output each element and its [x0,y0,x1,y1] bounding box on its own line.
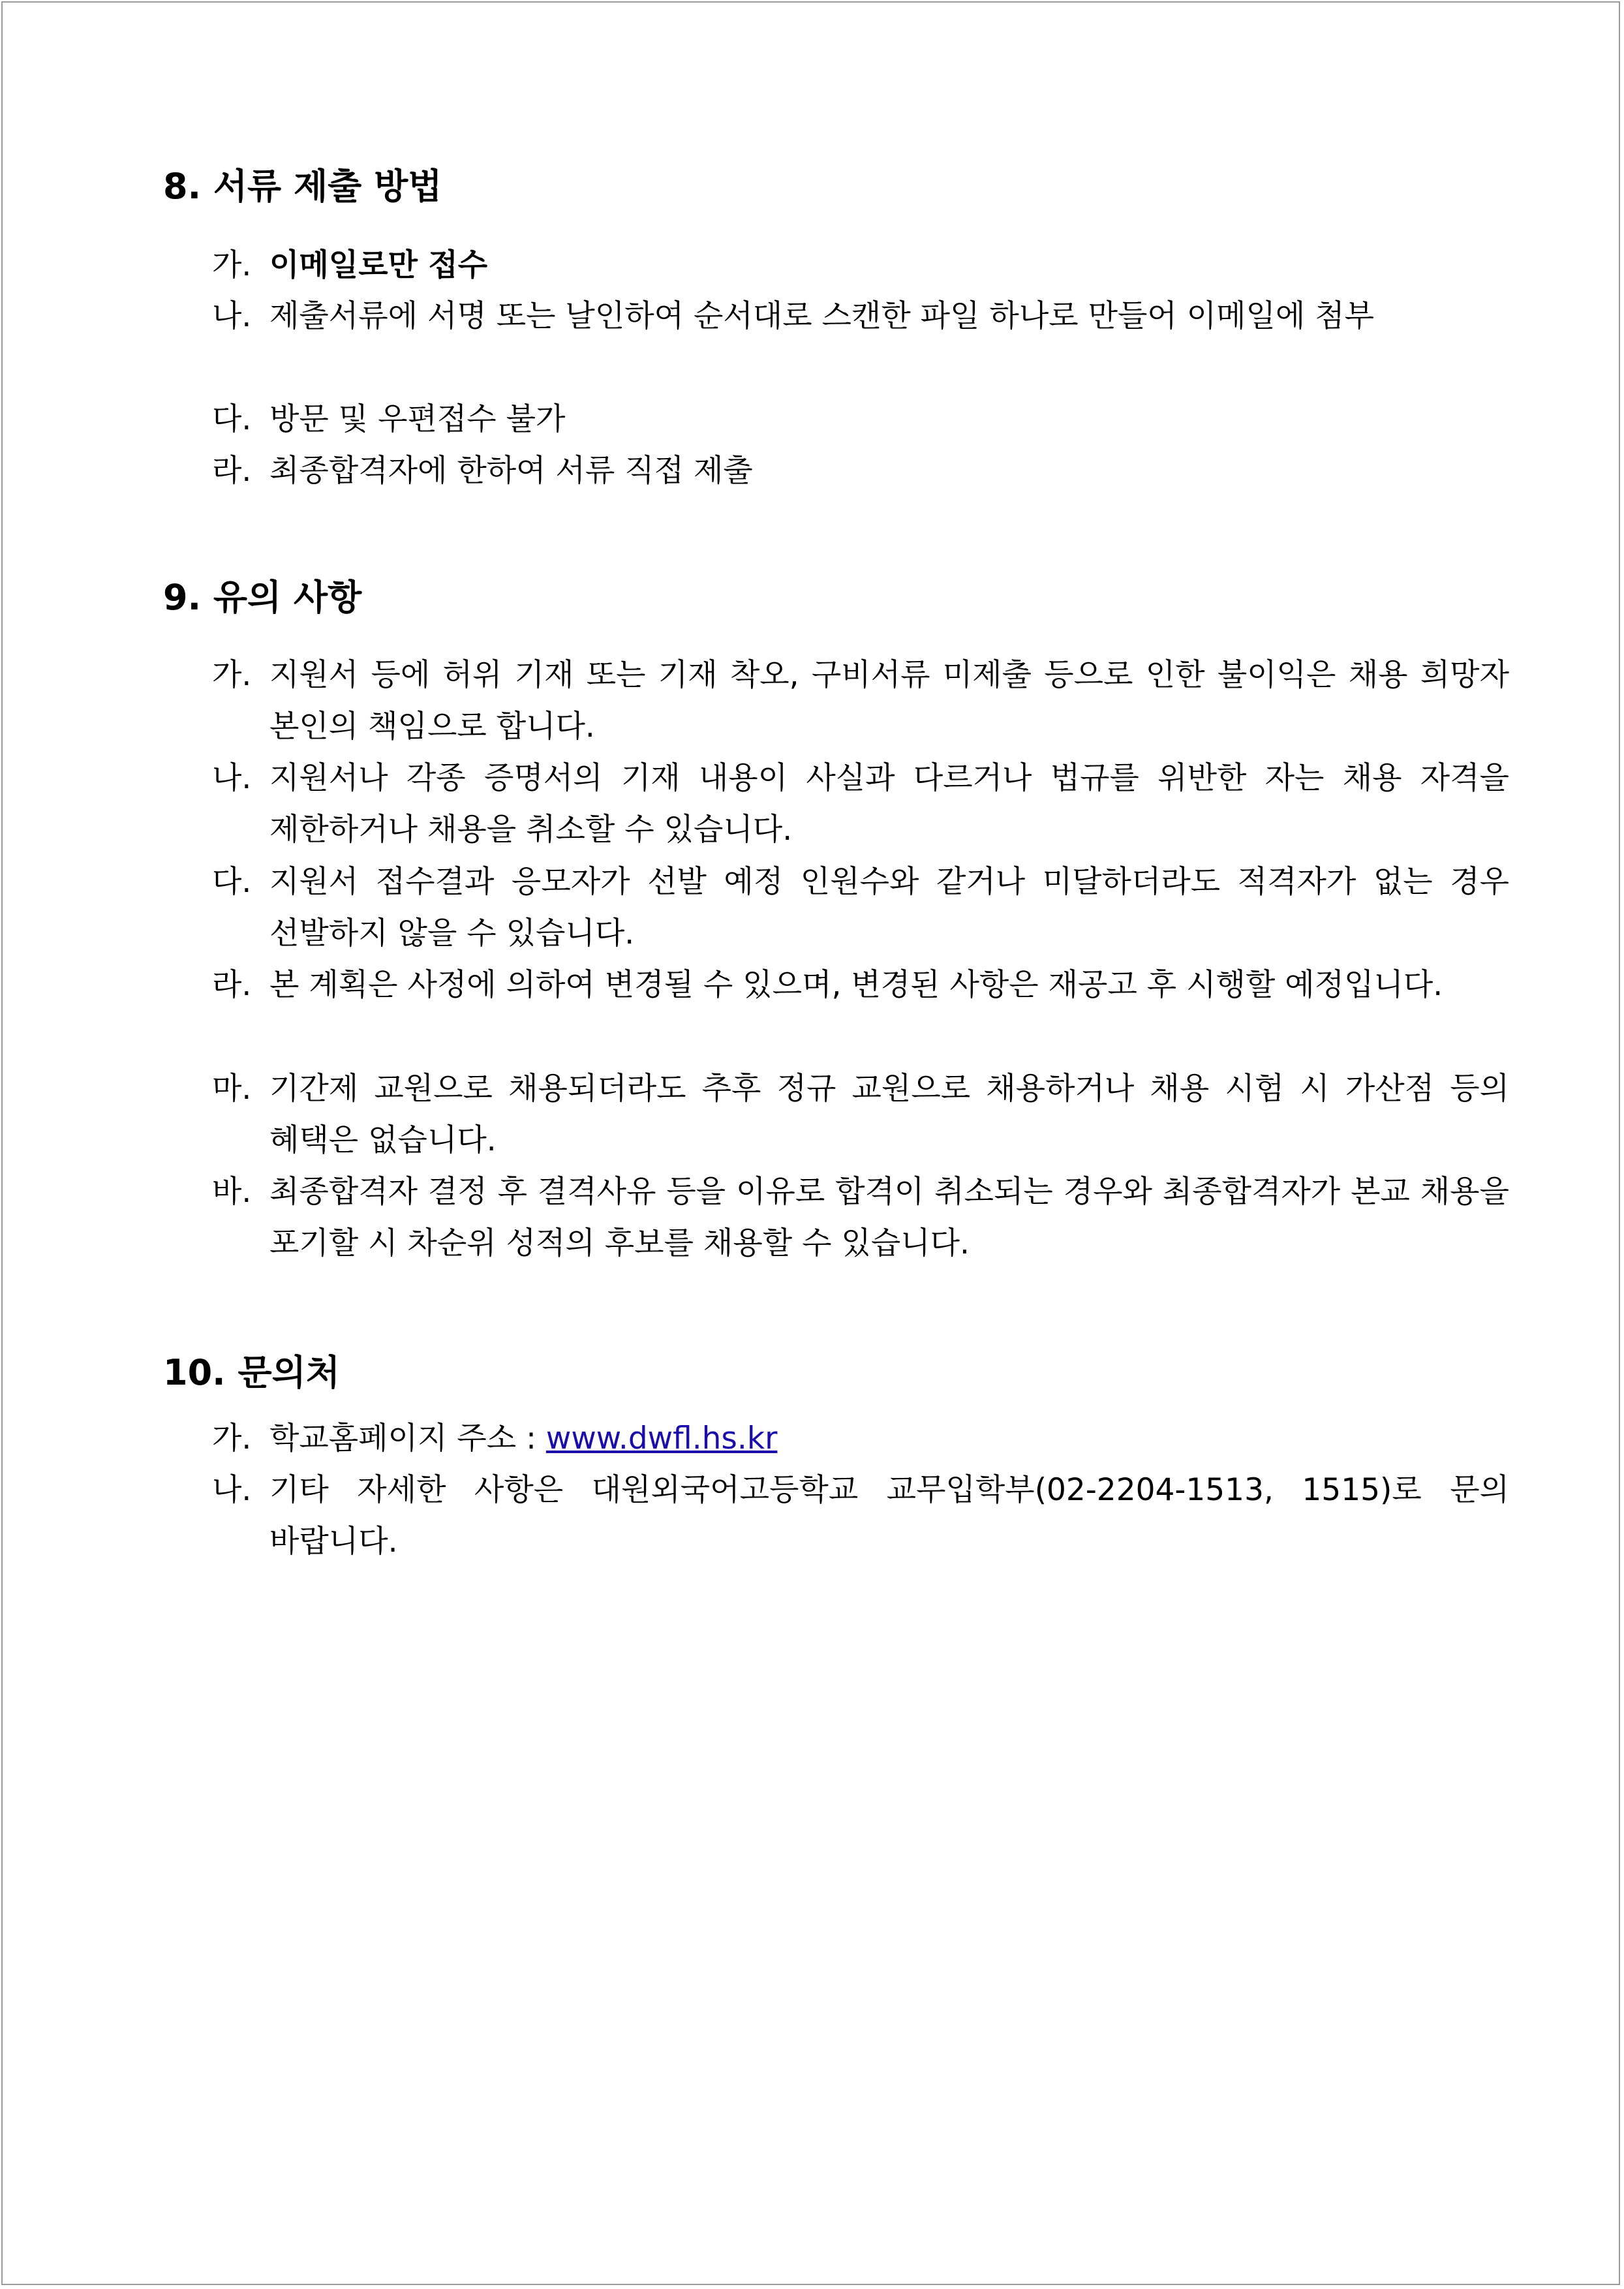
list-marker: 바. [212,1174,252,1210]
list-item [212,239,1509,291]
list-marker: 다. [212,864,252,900]
list-item-text: 지원서 접수결과 응모자가 선발 예정 인원수와 같거나 미달하더라도 적격자가 없는 경우 선발하지 않을 수 있습니다. [269,864,1509,951]
list-marker: 마. [212,1071,252,1107]
list-item-text: 기간제 교원으로 채용되더라도 추후 정규 교원으로 채용하거나 채용 시험 시 가산점 등의 혜택은 없습니다. [269,1071,1509,1158]
list-item [212,393,1509,445]
list-item [212,445,1509,497]
list-marker: 나. [212,760,252,796]
list-item-text: 지원서 등에 허위 기재 또는 기재 착오, 구비서류 미제출 등으로 인한 불이익은 채용 희망자 본인의 책임으로 합니다. [269,657,1509,745]
list-item-text: 최종합격자 결정 후 결격사유 등을 이유로 합격이 취소되는 경우와 최종합격자가 본교 채용을 포기할 시 차순위 성적의 후보를 채용할 수 있습니다. [269,1174,1509,1261]
list-item [212,752,1509,855]
homepage-link[interactable]: www.dwfl.hs.kr [545,1421,778,1456]
list-item [212,1166,1509,1269]
list-marker: 라. [212,453,252,489]
list-item [212,290,1509,342]
list-item [212,1413,1509,1464]
list-item-text: 이메일로만 접수 [269,247,488,283]
list-item [212,649,1509,752]
list-item [212,959,1509,1011]
list-marker: 가. [212,247,252,283]
list-item-text: 방문 및 우편접수 불가 [269,401,566,437]
list-item-text: 제출서류에 서명 또는 날인하여 순서대로 스캔한 파일 하나로 만들어 이메일에 첨부 [269,298,1375,334]
section-title-submission: 8. 서류 제출 방법 [163,166,442,207]
section-title-notes: 9. 유의 사항 [163,577,362,618]
list-item-text [269,1413,1509,1464]
list-item [212,1464,1509,1567]
list-item-text: 본 계획은 사정에 의하여 변경될 수 있으며, 변경된 사항은 재공고 후 시행할 예정입니다. [269,967,1443,1003]
list-item [212,1063,1509,1166]
list-marker: 다. [212,401,252,437]
list-item-text: 지원서나 각종 증명서의 기재 내용이 사실과 다르거나 법규를 위반한 자는 채용 자격을 제한하거나 채용을 취소할 수 있습니다. [269,760,1509,848]
list-item-text: 기타 자세한 사항은 대원외국어고등학교 교무입학부(02-2204-1513, 1515)로 문의 바랍니다. [269,1472,1509,1559]
list-item [212,856,1509,959]
list-marker: 가. [212,1421,252,1456]
list-marker: 나. [212,298,252,334]
list-item-text: 최종합격자에 한하여 서류 직접 제출 [269,453,753,489]
section-title-contact: 10. 문의처 [163,1352,340,1393]
list-marker: 라. [212,967,252,1003]
list-marker: 가. [212,657,252,693]
homepage-label: 학교홈페이지 주소 : [269,1421,546,1456]
list-marker: 나. [212,1472,252,1508]
